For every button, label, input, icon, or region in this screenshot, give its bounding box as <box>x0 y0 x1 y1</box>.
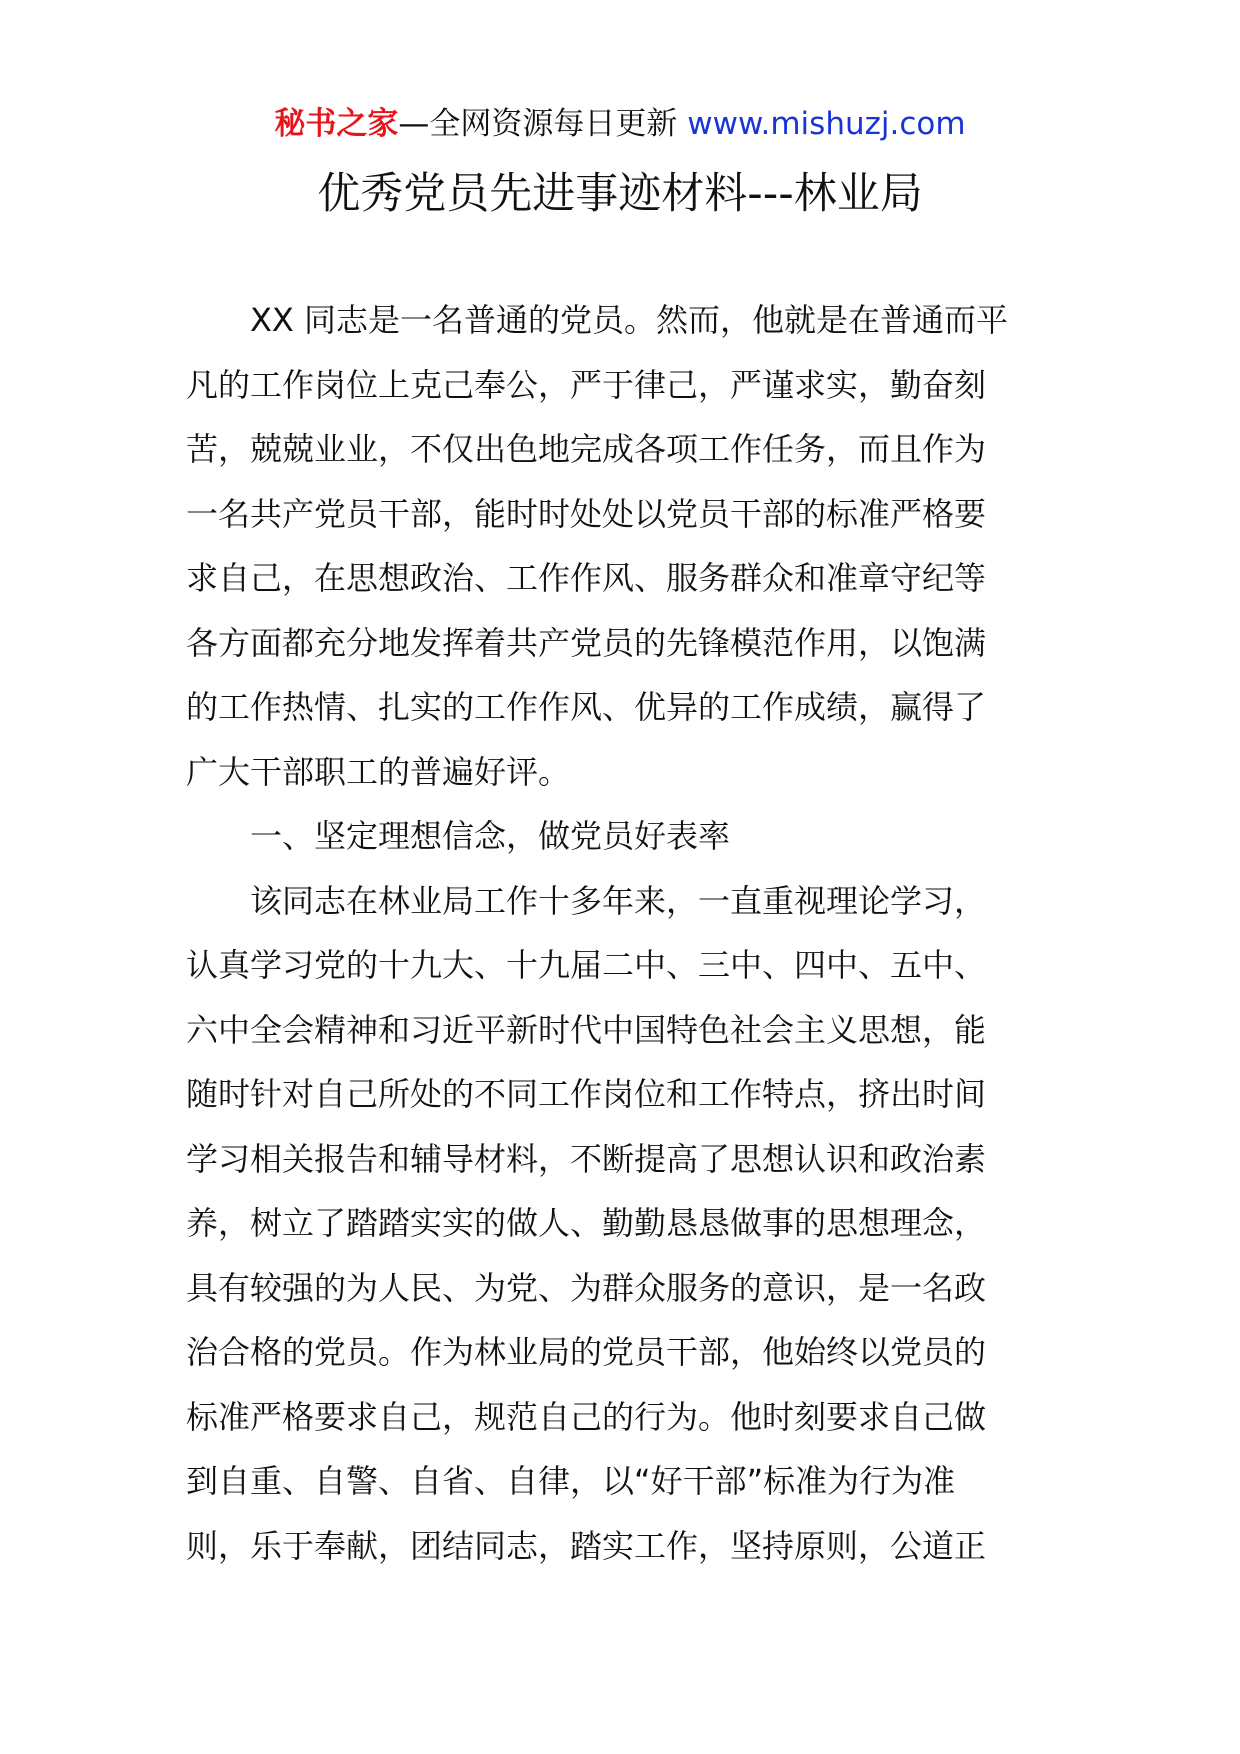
paragraph-line: 治合格的党员。作为林业局的党员干部，他始终以党员的 <box>186 1333 987 1371</box>
paragraph-line: 则，乐于奉献，团结同志，踏实工作，坚持原则，公道正 <box>186 1526 987 1565</box>
paragraph-line: 该同志在林业局工作十多年来，一直重视理论学习， <box>250 881 987 920</box>
paragraph-line: 学习相关报告和辅导材料，不断提高了思想认识和政治素 <box>186 1139 987 1178</box>
brand-name: 秘书之家 <box>274 106 399 142</box>
paragraph-line: 的工作热情、扎实的工作作风、优异的工作成绩，赢得了 <box>186 688 987 726</box>
paragraph-line: 一名共产党员干部，能时时处处以党员干部的标准严格要 <box>186 494 987 533</box>
paragraph-line: 养，树立了踏踏实实的做人、勤勤恳恳做事的思想理念， <box>186 1204 987 1242</box>
paragraph-line: 六中全会精神和习近平新时代中国特色社会主义思想，能 <box>186 1010 987 1049</box>
paragraph-line: 广大干部职工的普遍好评。 <box>186 752 571 791</box>
paragraph-line: 认真学习党的十九大、十九届二中、三中、四中、五中、 <box>186 946 987 984</box>
paragraph-line: 标准严格要求自己，规范自己的行为。他时刻要求自己做 <box>186 1397 987 1436</box>
paragraph-line: 凡的工作岗位上克己奉公，严于律己，严谨求实，勤奋刻 <box>186 365 987 404</box>
header-tagline: —全网资源每日更新 <box>398 106 678 142</box>
paragraph-line: 随时针对自己所处的不同工作岗位和工作特点，挤出时间 <box>186 1075 987 1113</box>
site-url-link[interactable]: www.mishuzj.com <box>687 106 966 142</box>
document-body <box>186 288 1054 1578</box>
paragraph-line: XX 同志是一名普通的党员。然而，他就是在普通而平 <box>250 301 1009 339</box>
site-header <box>0 100 1240 148</box>
section-heading: 一、坚定理想信念，做党员好表率 <box>250 817 731 855</box>
paragraph-line: 具有较强的为人民、为党、为群众服务的意识，是一名政 <box>186 1268 987 1307</box>
document-title: 优秀党员先进事迹材料---林业局 <box>317 169 923 219</box>
paragraph-line: 各方面都充分地发挥着共产党员的先锋模范作用，以饱满 <box>186 623 987 662</box>
paragraph-line: 到自重、自警、自省、自律，以“好干部”标准为行为准 <box>186 1462 956 1500</box>
paragraph-line: 苦，兢兢业业，不仅出色地完成各项工作任务，而且作为 <box>186 430 987 468</box>
paragraph-line: 求自己，在思想政治、工作作风、服务群众和准章守纪等 <box>186 559 987 597</box>
